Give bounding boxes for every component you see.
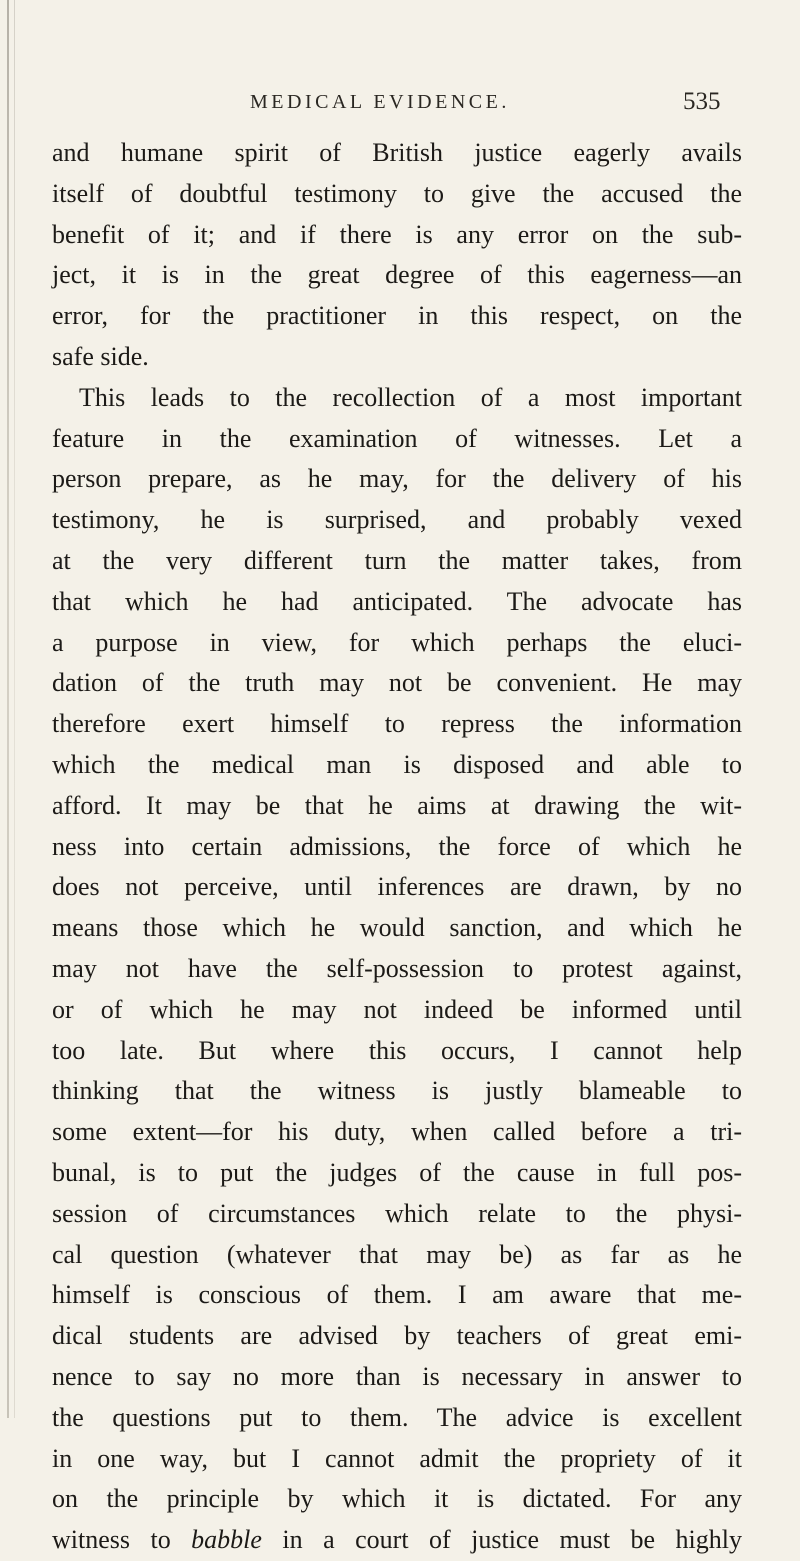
text-fragment: witness to: [52, 1525, 192, 1555]
binding-edge: [7, 0, 9, 1418]
body-text: [52, 133, 742, 1561]
text-line: person prepare, as he may, for the delivery of his: [52, 464, 742, 494]
binding-edge-shadow: [14, 0, 15, 1418]
running-head-title: MEDICAL EVIDENCE.: [250, 91, 510, 113]
text-line: does not perceive, until inferences are drawn, by no: [52, 872, 742, 902]
text-line: safe side.: [52, 341, 149, 371]
text-line: ness into certain admissions, the force of which he: [52, 831, 742, 861]
text-line: nence to say no more than is necessary in answer to: [52, 1361, 742, 1391]
text-line: itself of doubtful testimony to give the accused the: [52, 178, 742, 208]
text-line: benefit of it; and if there is any error on the sub-: [52, 219, 742, 249]
text-line: that which he had anticipated. The advocate has: [52, 586, 742, 616]
text-line: too late. But where this occurs, I cannot help: [52, 1035, 742, 1065]
text-line: testimony, he is surprised, and probably vexed: [52, 505, 742, 535]
text-line: session of circumstances which relate to the physi-: [52, 1198, 742, 1228]
text-line: or of which he may not indeed be informed until: [52, 994, 742, 1024]
text-fragment: in a court of justice must be highly: [261, 1525, 742, 1555]
text-line: which the medical man is disposed and able to: [52, 749, 742, 779]
text-line: dical students are advised by teachers of great emi-: [52, 1321, 742, 1351]
text-line: some extent—for his duty, when called before a tri-: [52, 1117, 742, 1147]
text-line: bunal, is to put the judges of the cause in full pos-: [52, 1157, 742, 1187]
text-line: cal question (whatever that may be) as far as he: [52, 1239, 742, 1269]
text-line: and humane spirit of British justice eagerly avails: [52, 138, 742, 167]
text-line: may not have the self-possession to protest against,: [52, 953, 742, 983]
text-line: afford. It may be that he aims at drawing the wit-: [52, 790, 742, 820]
text-line: ject, it is in the great degree of this eagerness—an: [52, 260, 742, 290]
text-line: in one way, but I cannot admit the propriety of it: [52, 1443, 742, 1473]
text-line: at the very different turn the matter takes, from: [52, 545, 742, 575]
text-line: error, for the practitioner in this respect, on the: [52, 301, 742, 331]
text-line: therefore exert himself to repress the information: [52, 709, 742, 739]
text-line-last: [52, 1520, 742, 1561]
italic-word: babble: [191, 1525, 262, 1555]
text-line: on the principle by which it is dictated. For any: [52, 1484, 742, 1514]
text-line: dation of the truth may not be convenient. He may: [52, 668, 742, 698]
text-line: thinking that the witness is justly blameable to: [52, 1076, 742, 1106]
paragraph-start-line: This leads to the recollection of a most important: [79, 382, 742, 412]
text-line: means those which he would sanction, and which he: [52, 913, 742, 943]
text-line: feature in the examination of witnesses. Let a: [52, 423, 742, 453]
running-head: [0, 84, 800, 120]
text-line: himself is conscious of them. I am aware that me-: [52, 1280, 742, 1310]
text-line: the questions put to them. The advice is excellent: [52, 1402, 742, 1432]
text-line: a purpose in view, for which perhaps the eluci-: [52, 627, 742, 657]
page-number: 535: [683, 88, 721, 115]
